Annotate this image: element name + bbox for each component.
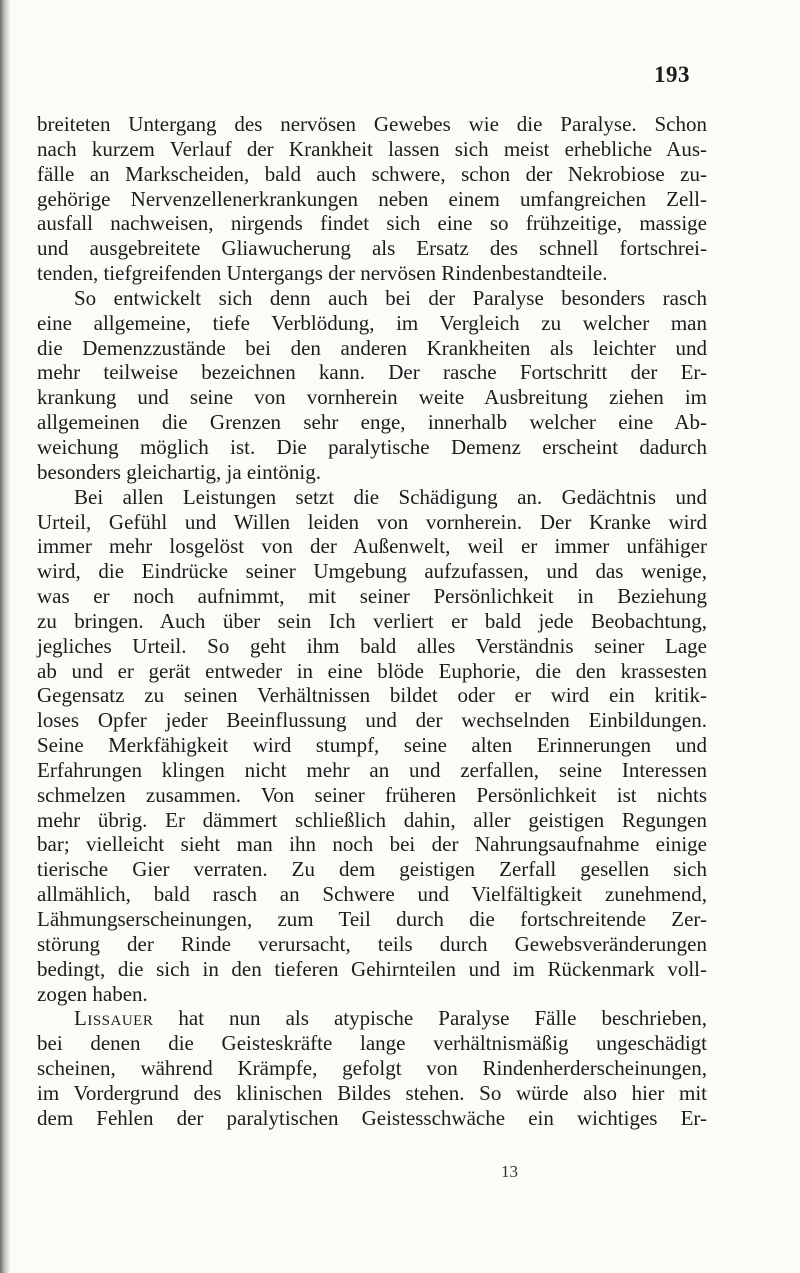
text-line [37,1106,707,1131]
text-line [37,708,707,733]
page-number: 193 [654,62,690,87]
text-line-content: mehr teilweise bezeichnen kann. Der rasche Fortschritt der Er- [37,360,707,385]
text-line-content: So entwickelt sich denn auch bei der Paralyse besonders rasch [74,285,707,310]
text-line-content: jegliches Urteil. So geht ihm bald alles Verständnis seiner Lage [37,633,707,658]
text-line [37,882,707,907]
text-line-content: wird, die Eindrücke seiner Umgebung aufzufassen, und das wenige, [37,559,707,584]
text-line [37,112,707,137]
text-line-content: im Vordergrund des klinischen Bildes stehen. So würde also hier mit [37,1080,707,1105]
text-line [37,311,707,336]
text-line-content: scheinen, während Krämpfe, gefolgt von Rindenherderscheinungen, [37,1056,707,1081]
text-line [37,336,707,361]
text-line-content: Erfahrungen klingen nicht mehr an und zerfallen, seine Interessen [37,757,707,782]
text-line [37,236,707,261]
text-line-content: störung der Rinde verursacht, teils durch Gewebsveränderungen [37,931,707,956]
text-line-content: immer mehr losgelöst von der Außenwelt, weil er immer unfähiger [37,534,707,559]
text-line [37,957,707,982]
text-line-content: was er noch aufnimmt, mit seiner Persönlichkeit in Beziehung [37,584,707,609]
text-line-content: tenden, tiefgreifenden Untergangs der nervösen Rindenbestandteile. [37,261,608,286]
text-line-content: ab und er gerät entweder in eine blöde Euphorie, die den krassesten [37,658,707,683]
text-line-content: allmählich, bald rasch an Schwere und Vielfältigkeit zunehmend, [37,882,707,907]
text-line-content: bar; vielleicht sieht man ihn noch bei der Nahrungsaufnahme einige [37,832,707,857]
text-line-content: die Demenzzustände bei den anderen Krankheiten als leichter und [37,335,707,360]
text-line-content: dem Fehlen der paralytischen Geistesschwäche ein wichtiges Er- [37,1105,707,1130]
text-line [37,510,707,535]
text-line-content: nach kurzem Verlauf der Krankheit lassen sich meist erhebliche Aus- [37,136,707,161]
text-line [37,187,707,212]
text-line [37,534,707,559]
text-line [37,659,707,684]
text-line-content: tierische Gier verraten. Zu dem geistigen Zerfall gesellen sich [37,857,707,882]
text-line [37,162,707,187]
text-line [37,857,707,882]
text-line-content: weichung möglich ist. Die paralytische Demenz erscheint dadurch [37,434,707,459]
text-line [37,211,707,236]
text-line [37,932,707,957]
text-line-content: allgemeinen die Grenzen sehr enge, innerhalb welcher eine Ab- [37,410,707,435]
text-line [37,733,707,758]
text-line [37,385,707,410]
text-line-content: Lähmungserscheinungen, zum Teil durch die fortschreitende Zer- [37,907,707,931]
text-line-content: gehörige Nervenzellenerkrankungen neben einem umfangreichen Zell- [37,186,707,211]
text-line-content: fälle an Markscheiden, bald auch schwere, schon der Nekrobiose zu- [37,161,707,186]
text-line-content: Gegensatz zu seinen Verhältnissen bildet oder er wird ein kritik- [37,683,707,708]
body-text [37,112,707,1131]
text-line [37,485,707,510]
text-line-content: eine allgemeine, tiefe Verblödung, im Vergleich zu welcher man [37,310,707,335]
signature-mark: 13 [501,1162,518,1181]
text-line [37,435,707,460]
text-line-content: krankung und seine von vornherein weite Ausbreitung ziehen im [37,385,707,410]
text-line [37,584,707,609]
text-line [37,360,707,385]
text-line-content: ausfall nachweisen, nirgends findet sich eine so frühzeitige, massige [37,211,707,236]
text-line-content: hat nun als atypische Paralyse Fälle beschrieben, [178,1006,708,1031]
text-line [37,261,707,286]
text-line [37,559,707,584]
text-line [37,1006,707,1031]
text-line-content: bedingt, die sich in den tieferen Gehirnteilen und im Rückenmark voll- [37,956,707,981]
text-line-content: Bei allen Leistungen setzt die Schädigung an. Gedächtnis und [74,484,707,509]
text-line [37,907,707,932]
text-line [37,683,707,708]
text-line-content: breiteten Untergang des nervösen Gewebes wie die Paralyse. Schon [37,112,707,136]
text-line [37,982,707,1007]
page-left-edge-shadow [0,0,10,1273]
text-line-content: und ausgebreitete Gliawucherung als Ersatz des schnell fortschrei- [37,236,707,261]
text-line-content: Urteil, Gefühl und Willen leiden von vornherein. Der Kranke wird [37,509,707,534]
text-line [37,634,707,659]
text-line-content: loses Opfer jeder Beeinflussung und der wechselnden Einbildungen. [37,708,707,733]
text-line-content: mehr übrig. Er dämmert schließlich dahin, aller geistigen Regungen [37,807,707,832]
text-line [37,1081,707,1106]
text-line [37,137,707,162]
text-line [37,1056,707,1081]
text-line [37,410,707,435]
text-line-content: schmelzen zusammen. Von seiner früheren Persönlichkeit ist nichts [37,782,707,807]
text-line-content: zogen haben. [37,981,148,1006]
text-line-content: Seine Merkfähigkeit wird stumpf, seine alten Erinnerungen und [37,733,707,758]
text-line [37,1031,707,1056]
text-line [37,286,707,311]
text-line [37,460,707,485]
text-line-content: bei denen die Geisteskräfte lange verhältnismäßig ungeschädigt [37,1031,707,1056]
text-line [37,808,707,833]
text-line [37,758,707,783]
text-line [37,783,707,808]
text-line-content: zu bringen. Auch über sein Ich verliert er bald jede Beobachtung, [37,608,707,633]
text-line [37,832,707,857]
text-line [37,609,707,634]
author-name: Lissauer [74,1006,154,1031]
text-line-content: besonders gleichartig, ja eintönig. [37,459,322,484]
